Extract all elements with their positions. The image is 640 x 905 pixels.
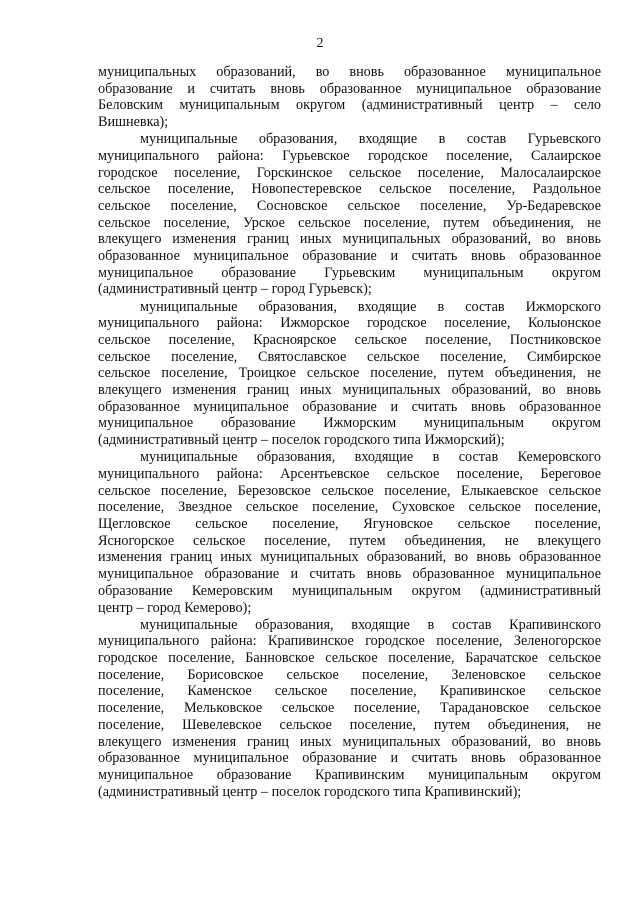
text-line: муниципального района: Гурьевское городское поселение, Салаирское bbox=[98, 147, 601, 164]
text-line: сельское поселение, Красноярское сельское поселение, Постниковское bbox=[98, 332, 601, 348]
text-line: муниципального района: Крапивинское городское поселение, Зеленогорское bbox=[98, 633, 601, 650]
text-line: влекущего изменения границ иных муниципальных образований, во вновь bbox=[98, 382, 601, 399]
text-line: сельское поселение, Святославское сельское поселение, Симбирское bbox=[98, 348, 601, 365]
text-line: (административный центр – поселок городского типа Крапивинский); bbox=[98, 783, 522, 800]
text-line: муниципального района: Арсентьевское сельское поселение, Береговое bbox=[98, 466, 601, 482]
text-line: Щегловское сельское поселение, Ягуновское сельское поселение, bbox=[98, 516, 601, 533]
text-line: сельское поселение, Березовское сельское поселение, Елыкаевское сельское bbox=[98, 482, 601, 499]
text-line: (административный центр – поселок городского типа Ижморский); bbox=[98, 432, 505, 449]
text-line: образованное муниципальное образование и считать вновь образованное bbox=[98, 750, 601, 767]
text-line: образованное муниципальное образование и считать вновь образованное bbox=[98, 398, 601, 415]
text-line: муниципальные образования, входящие в состав Гурьевского bbox=[140, 131, 601, 148]
paragraph-krapivinsky bbox=[98, 617, 601, 801]
text-line: поселение, Мельковское сельское поселение, Тарадановское сельское bbox=[98, 700, 601, 717]
text-line: муниципальные образования, входящие в состав Ижморского bbox=[140, 298, 601, 315]
text-line: сельское поселение, Сосновское сельское поселение, Ур-Бедаревское bbox=[98, 198, 601, 214]
text-line: муниципальные образования, входящие в состав Кемеровского bbox=[140, 449, 601, 466]
text-line: городское поселение, Горскинское сельское поселение, Малосалаирское bbox=[98, 164, 601, 181]
text-line: влекущего изменения границ иных муниципальных образований, во вновь bbox=[98, 231, 601, 248]
text-line: поселение, Звездное сельское поселение, Суховское сельское поселение, bbox=[98, 499, 601, 516]
paragraph-izhmorsky bbox=[98, 299, 601, 449]
text-line: муниципальное образование и считать вновь образованное муниципальное bbox=[98, 566, 601, 583]
text-line: муниципальных образований, во вновь образованное муниципальное bbox=[98, 64, 601, 80]
text-line: образование и считать вновь образованное муниципальное образование bbox=[98, 80, 601, 97]
text-line: поселение, Борисовское сельское поселение, Зеленовское сельское bbox=[98, 666, 601, 683]
paragraph-guryevsky bbox=[98, 131, 601, 298]
text-line: сельское поселение, Урское сельское поселение, путем объединения, не bbox=[98, 214, 601, 231]
document-body bbox=[98, 64, 601, 800]
text-line: сельское поселение, Новопестеревское сельское поселение, Раздольное bbox=[98, 181, 601, 198]
text-line: муниципальное образование Крапивинским муниципальным округом bbox=[98, 766, 601, 783]
text-line: городское поселение, Банновское сельское поселение, Барачатское сельское bbox=[98, 650, 601, 667]
text-line: Беловским муниципальным округом (административный центр – село bbox=[98, 97, 601, 114]
text-line: муниципальное образование Ижморским муниципальным округом bbox=[98, 415, 601, 432]
text-line: влекущего изменения границ иных муниципальных образований, во вновь bbox=[98, 733, 601, 750]
page-number: 2 bbox=[316, 36, 324, 51]
text-line: поселение, Каменское сельское поселение, Крапивинское сельское bbox=[98, 683, 601, 700]
text-line: образование Кемеровским муниципальным округом (административный bbox=[98, 582, 601, 599]
text-line: изменения границ иных муниципальных образований, во вновь образованное bbox=[98, 549, 601, 566]
text-line: центр – город Кемерово); bbox=[98, 599, 252, 616]
text-line: муниципальные образования, входящие в состав Крапивинского bbox=[140, 616, 601, 633]
text-line: Вишневка); bbox=[98, 114, 169, 131]
text-line: сельское поселение, Троицкое сельское поселение, путем объединения, не bbox=[98, 365, 601, 382]
text-line: образованное муниципальное образование и считать вновь образованное bbox=[98, 248, 601, 265]
text-line: муниципального района: Ижморское городское поселение, Колыонское bbox=[98, 315, 601, 332]
text-line: (административный центр – город Гурьевск); bbox=[98, 281, 372, 298]
text-line: Ясногорское сельское поселение, путем объединения, не влекущего bbox=[98, 532, 601, 549]
paragraph-kemerovsky bbox=[98, 449, 601, 616]
paragraph-continuation bbox=[98, 64, 601, 131]
text-line: поселение, Шевелевское сельское поселение, путем объединения, не bbox=[98, 716, 601, 733]
text-line: муниципальное образование Гурьевским муниципальным округом bbox=[98, 264, 601, 281]
